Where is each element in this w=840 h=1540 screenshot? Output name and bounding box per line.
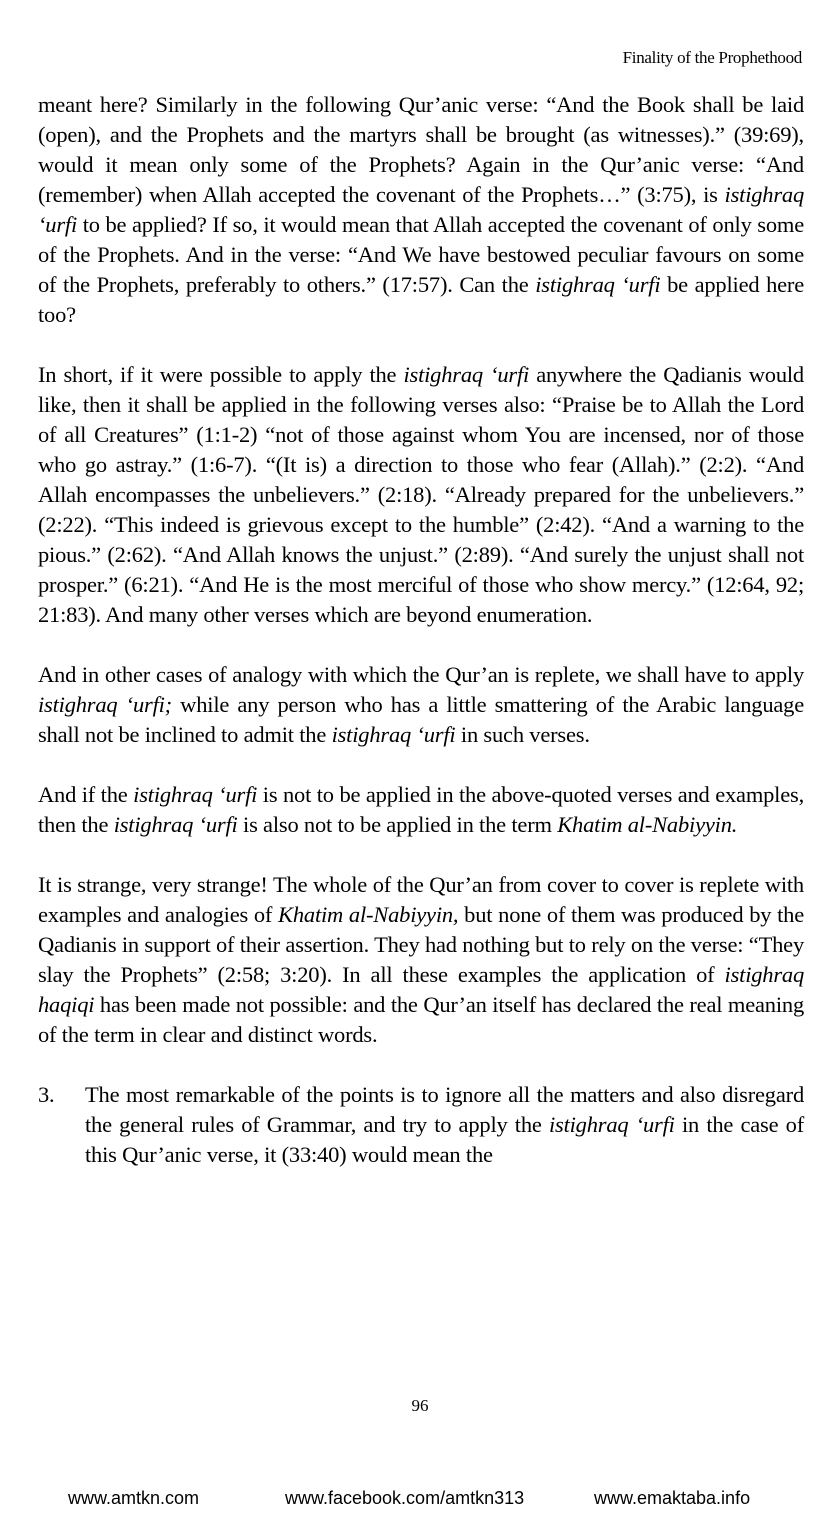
text-run: has been made not possible: and the Qur’an itself has declared the real meaning of the term in clear and distinct words. — [38, 992, 804, 1047]
text-run: anywhere the Qadianis would like, then it shall be applied in the following verses also: “Praise be to Allah the Lord of all Creatures” (1:1-2) “not of those against whom You are incensed, nor of those who go astray.” (1:6-7). “(It is) a direction to those who fear (Allah).” (2:2). “And Allah encompasses the unbelievers.” (2:18). “Already prepared for the unbelievers.” (2:22). “This indeed is grievous except to the humble” (2:42). “And a warning to the pious.” (2:62). “And Allah knows the unjust.” (2:89). “And surely the unjust shall not prosper.” (6:21). “And He is the most merciful of those who show mercy.” (12:64, 92; 21:83). And many other verses which are beyond enumeration. — [38, 362, 804, 627]
paragraph — [38, 780, 804, 840]
text-run: In short, if it were possible to apply the — [38, 362, 404, 387]
italic-term: istighraq ‘urfi — [331, 722, 456, 747]
page-number: 96 — [411, 1396, 429, 1415]
text-run: to be applied? If so, it would mean that Allah accepted the covenant of only some of the Prophets. And in the verse: “And We have bestowed peculiar favours on some of the Prophets, preferably to others.” (17:57). Can the — [38, 212, 804, 297]
paragraph — [38, 90, 804, 330]
text-run: And if the — [38, 782, 134, 807]
italic-term: istighraq ‘urfi — [113, 812, 238, 837]
running-header: Finality of the Prophethood — [622, 48, 802, 67]
italic-term: istighraq haqiqi — [38, 962, 804, 1017]
text-run: is also not to be applied in the term — [237, 812, 558, 837]
italic-term: istighraq ‘urfi — [38, 182, 804, 237]
italic-term: istighraq ‘urfi; — [38, 692, 172, 717]
italic-term: istighraq ‘urfi — [535, 272, 661, 297]
text-run: The most remarkable of the points is to ignore all the matters and also disregard the general rules of Grammar, and try to apply the — [85, 1082, 804, 1137]
footer-link-amtkn[interactable]: www.amtkn.com — [68, 1488, 200, 1508]
text-run: in the case of this Qur’anic verse, it (33:40) would mean the — [85, 1112, 804, 1167]
paragraph — [38, 360, 804, 630]
text-run: in such verses. — [455, 722, 590, 747]
italic-term: Khatim al-Nabiyyin. — [557, 812, 738, 837]
text-run: is not to be applied in the above-quoted verses and examples, then the — [38, 782, 804, 837]
italic-term: istighraq ‘urfi — [403, 362, 530, 387]
footer-link-facebook[interactable]: www.facebook.com/amtkn313 — [285, 1488, 525, 1508]
paragraph — [38, 870, 804, 1050]
text-run: meant here? Similarly in the following Qur’anic verse: “And the Book shall be laid (open), and the Prophets and the martyrs shall be brought (as witnesses).” (39:69), would it mean only some of the Prophets? Again in the Qur’anic verse: “And (remember) when Allah accepted the covenant of the Prophets…” (3:75), is — [38, 92, 804, 207]
text-run: while any person who has a little smattering of the Arabic language shall not be inclined to admit the — [38, 692, 804, 747]
paragraph — [38, 660, 804, 750]
text-run: It is strange, very strange! The whole of the Qur’an from cover to cover is replete with examples and analogies of — [38, 872, 804, 927]
text-run: but none of them was produced by the Qadianis in support of their assertion. They had nothing but to rely on the verse: “They slay the Prophets” (2:58; 3:20). In all these examples the application of — [38, 902, 804, 987]
text-run: And in other cases of analogy with which the Qur’an is replete, we shall have to apply — [38, 662, 804, 687]
italic-term: Khatim al-Nabiyyin, — [278, 902, 459, 927]
italic-term: istighraq ‘urfi — [548, 1112, 675, 1137]
page-body — [38, 90, 804, 1170]
italic-term: istighraq ‘urfi — [133, 782, 258, 807]
list-item-text — [85, 1080, 804, 1170]
list-number: 3. — [38, 1082, 55, 1107]
text-run: be applied here too? — [38, 272, 804, 327]
numbered-list-item — [38, 1080, 804, 1170]
footer-link-emaktaba[interactable]: www.emaktaba.info — [594, 1488, 751, 1508]
